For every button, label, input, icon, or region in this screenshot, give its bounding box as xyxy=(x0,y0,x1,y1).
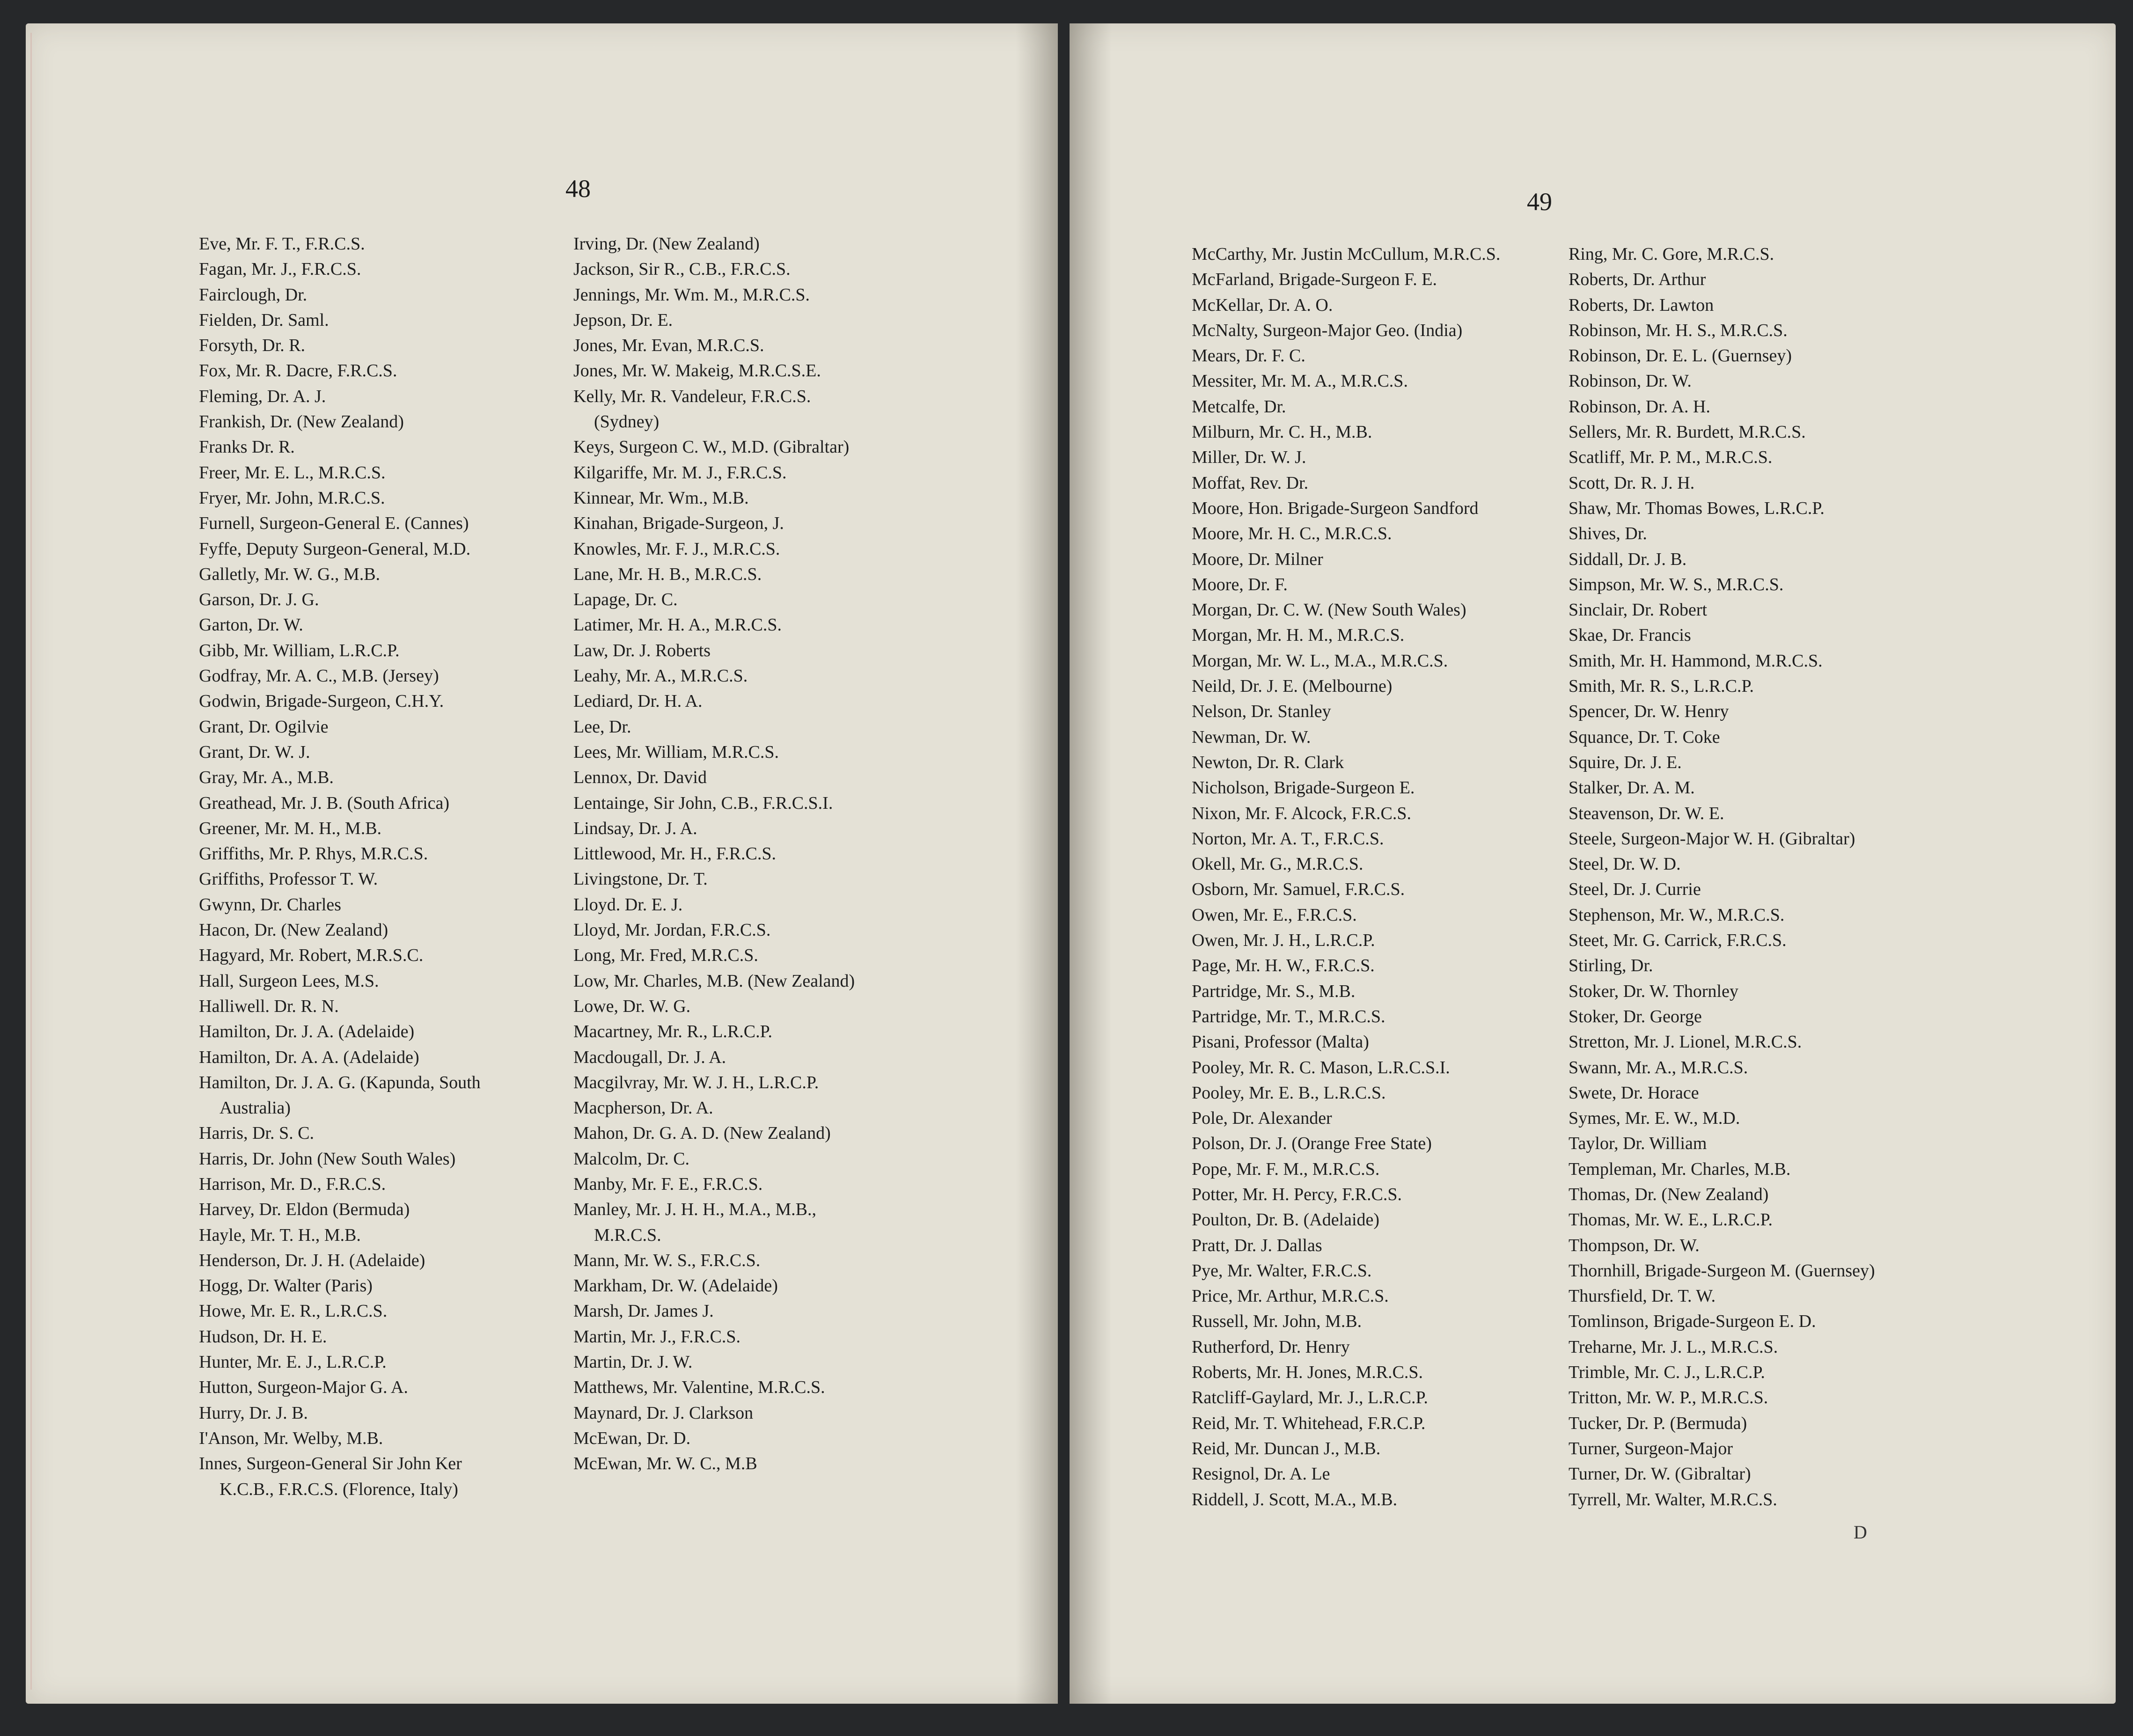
list-item: Macgilvray, Mr. W. J. H., L.R.C.P. xyxy=(573,1072,819,1092)
list-item: Moore, Hon. Brigade-Surgeon Sandford xyxy=(1192,498,1479,518)
list-item: Steavenson, Dr. W. E. xyxy=(1569,803,1724,823)
list-item-continuation: M.R.C.S. xyxy=(594,1225,661,1245)
list-item: Miller, Dr. W. J. xyxy=(1192,447,1306,468)
list-item: Skae, Dr. Francis xyxy=(1569,625,1691,645)
list-item: Mahon, Dr. G. A. D. (New Zealand) xyxy=(573,1123,831,1143)
list-item: Reid, Mr. Duncan J., M.B. xyxy=(1192,1438,1381,1458)
list-item: Galletly, Mr. W. G., M.B. xyxy=(199,564,381,584)
list-item: Morgan, Mr. W. L., M.A., M.R.C.S. xyxy=(1192,651,1448,671)
list-item: Fleming, Dr. A. J. xyxy=(199,386,326,406)
list-item: Steet, Mr. G. Carrick, F.R.C.S. xyxy=(1569,930,1787,951)
list-item: Harvey, Dr. Eldon (Bermuda) xyxy=(199,1200,410,1220)
list-item-continuation: K.C.B., F.R.C.S. (Florence, Italy) xyxy=(220,1479,458,1499)
list-item: Griffiths, Professor T. W. xyxy=(199,869,378,889)
list-item: Robinson, Mr. H. S., M.R.C.S. xyxy=(1569,320,1788,340)
list-item: Lowe, Dr. W. G. xyxy=(573,996,691,1016)
list-item: Kilgariffe, Mr. M. J., F.R.C.S. xyxy=(573,462,787,483)
list-item: Low, Mr. Charles, M.B. (New Zealand) xyxy=(573,971,855,991)
list-item: Leahy, Mr. A., M.R.C.S. xyxy=(573,666,748,686)
list-item: Rutherford, Dr. Henry xyxy=(1192,1337,1350,1357)
list-item: Latimer, Mr. H. A., M.R.C.S. xyxy=(573,615,782,635)
list-item: Turner, Dr. W. (Gibraltar) xyxy=(1569,1464,1751,1484)
list-item: Poulton, Dr. B. (Adelaide) xyxy=(1192,1210,1380,1230)
list-item: Grant, Dr. W. J. xyxy=(199,742,310,762)
list-item: Polson, Dr. J. (Orange Free State) xyxy=(1192,1134,1432,1154)
list-item: Riddell, J. Scott, M.A., M.B. xyxy=(1192,1489,1398,1509)
page-number: 48 xyxy=(565,175,591,203)
list-item: Metcalfe, Dr. xyxy=(1192,396,1286,417)
list-item: Ratcliff-Gaylard, Mr. J., L.R.C.P. xyxy=(1192,1388,1428,1408)
list-item: Henderson, Dr. J. H. (Adelaide) xyxy=(199,1250,425,1270)
list-item: Frankish, Dr. (New Zealand) xyxy=(199,412,404,432)
list-item-continuation: Australia) xyxy=(220,1098,291,1118)
list-item: Greener, Mr. M. H., M.B. xyxy=(199,818,382,838)
list-item: Fairclough, Dr. xyxy=(199,285,308,305)
list-item: Macpherson, Dr. A. xyxy=(573,1098,713,1118)
list-item: Hogg, Dr. Walter (Paris) xyxy=(199,1276,373,1296)
list-item: Lennox, Dr. David xyxy=(573,768,707,788)
list-item: Steel, Dr. W. D. xyxy=(1569,854,1681,874)
list-item: Eve, Mr. F. T., F.R.C.S. xyxy=(199,234,365,254)
list-item: Squire, Dr. J. E. xyxy=(1569,752,1682,772)
list-item: Owen, Mr. J. H., L.R.C.P. xyxy=(1192,930,1375,951)
list-item: Osborn, Mr. Samuel, F.R.C.S. xyxy=(1192,879,1405,900)
list-item: Nicholson, Brigade-Surgeon E. xyxy=(1192,778,1415,798)
list-item: McKellar, Dr. A. O. xyxy=(1192,295,1333,315)
list-item: Neild, Dr. J. E. (Melbourne) xyxy=(1192,676,1393,696)
list-item: Thompson, Dr. W. xyxy=(1569,1235,1700,1255)
list-item: Malcolm, Dr. C. xyxy=(573,1149,690,1169)
list-item: Howe, Mr. E. R., L.R.C.S. xyxy=(199,1301,388,1321)
list-item: Spencer, Dr. W. Henry xyxy=(1569,702,1729,722)
list-item: Keys, Surgeon C. W., M.D. (Gibraltar) xyxy=(573,437,850,457)
list-item: Fielden, Dr. Saml. xyxy=(199,310,329,330)
list-item: Harris, Dr. S. C. xyxy=(199,1123,314,1143)
list-item: Stirling, Dr. xyxy=(1569,956,1653,976)
list-item: Hutton, Surgeon-Major G. A. xyxy=(199,1377,408,1398)
list-item: Fagan, Mr. J., F.R.C.S. xyxy=(199,259,361,279)
list-item: Thursfield, Dr. T. W. xyxy=(1569,1286,1716,1306)
gutter-shadow xyxy=(1016,23,1058,1704)
list-item: Godwin, Brigade-Surgeon, C.H.Y. xyxy=(199,691,444,711)
list-item: Newman, Dr. W. xyxy=(1192,727,1311,747)
list-item: Norton, Mr. A. T., F.R.C.S. xyxy=(1192,828,1384,849)
list-item: Kinnear, Mr. Wm., M.B. xyxy=(573,488,749,508)
list-item: Tucker, Dr. P. (Bermuda) xyxy=(1569,1413,1747,1433)
list-item: Littlewood, Mr. H., F.R.C.S. xyxy=(573,844,776,864)
list-item: Grant, Dr. Ogilvie xyxy=(199,717,329,737)
list-item: Pooley, Mr. R. C. Mason, L.R.C.S.I. xyxy=(1192,1057,1450,1077)
list-item: Thornhill, Brigade-Surgeon M. (Guernsey) xyxy=(1569,1260,1875,1281)
list-item: Lane, Mr. H. B., M.R.C.S. xyxy=(573,564,762,584)
list-item: Harris, Dr. John (New South Wales) xyxy=(199,1149,456,1169)
list-item: Lloyd, Mr. Jordan, F.R.C.S. xyxy=(573,920,771,940)
list-item: Furnell, Surgeon-General E. (Cannes) xyxy=(199,513,469,534)
list-item: Lloyd. Dr. E. J. xyxy=(573,894,683,915)
list-item: Nelson, Dr. Stanley xyxy=(1192,702,1331,722)
list-item: Franks Dr. R. xyxy=(199,437,295,457)
list-item: Lees, Mr. William, M.R.C.S. xyxy=(573,742,779,762)
list-item: Maynard, Dr. J. Clarkson xyxy=(573,1403,754,1423)
list-item: Hamilton, Dr. J. A. G. (Kapunda, South xyxy=(199,1072,481,1092)
list-item: Hudson, Dr. H. E. xyxy=(199,1326,327,1347)
list-item: Tomlinson, Brigade-Surgeon E. D. xyxy=(1569,1311,1816,1332)
list-item: Partridge, Mr. T., M.R.C.S. xyxy=(1192,1006,1385,1026)
list-item-continuation: (Sydney) xyxy=(594,412,660,432)
list-item: Thomas, Dr. (New Zealand) xyxy=(1569,1184,1769,1204)
list-item: Gwynn, Dr. Charles xyxy=(199,894,341,915)
list-item: Law, Dr. J. Roberts xyxy=(573,640,711,660)
name-list-column xyxy=(573,231,855,1477)
list-item: Halliwell. Dr. R. N. xyxy=(199,996,339,1016)
list-item: Martin, Mr. J., F.R.C.S. xyxy=(573,1326,740,1347)
list-item: Thomas, Mr. W. E., L.R.C.P. xyxy=(1569,1210,1773,1230)
list-item: Fyffe, Deputy Surgeon-General, M.D. xyxy=(199,539,471,559)
list-item: Steel, Dr. J. Currie xyxy=(1569,879,1701,900)
list-item: Okell, Mr. G., M.R.C.S. xyxy=(1192,854,1363,874)
list-item: Tritton, Mr. W. P., M.R.C.S. xyxy=(1569,1388,1768,1408)
list-item: Gibb, Mr. William, L.R.C.P. xyxy=(199,640,400,660)
list-item: Hagyard, Mr. Robert, M.R.S.C. xyxy=(199,945,424,966)
list-item: Robinson, Dr. A. H. xyxy=(1569,396,1710,417)
list-item: Steele, Surgeon-Major W. H. (Gibraltar) xyxy=(1569,828,1855,849)
list-item: Smith, Mr. R. S., L.R.C.P. xyxy=(1569,676,1754,696)
list-item: Templeman, Mr. Charles, M.B. xyxy=(1569,1159,1791,1179)
list-item: Mears, Dr. F. C. xyxy=(1192,346,1305,366)
list-item: Pye, Mr. Walter, F.R.C.S. xyxy=(1192,1260,1372,1281)
list-item: Pooley, Mr. E. B., L.R.C.S. xyxy=(1192,1083,1386,1103)
list-item: Hamilton, Dr. A. A. (Adelaide) xyxy=(199,1047,419,1067)
list-item: Messiter, Mr. M. A., M.R.C.S. xyxy=(1192,371,1408,391)
list-item: Resignol, Dr. A. Le xyxy=(1192,1464,1330,1484)
list-item: Stoker, Dr. George xyxy=(1569,1006,1702,1026)
list-item: Roberts, Mr. H. Jones, M.R.C.S. xyxy=(1192,1362,1423,1383)
list-item: Manby, Mr. F. E., F.R.C.S. xyxy=(573,1174,763,1194)
list-item: Stephenson, Mr. W., M.R.C.S. xyxy=(1569,905,1785,925)
list-item: Livingstone, Dr. T. xyxy=(573,869,708,889)
name-list-column xyxy=(1192,242,1500,1512)
page-number: 49 xyxy=(1527,188,1552,216)
list-item: Hunter, Mr. E. J., L.R.C.P. xyxy=(199,1352,387,1372)
list-item: Swete, Dr. Horace xyxy=(1569,1083,1699,1103)
list-item: Kinahan, Brigade-Surgeon, J. xyxy=(573,513,784,534)
list-item: Shaw, Mr. Thomas Bowes, L.R.C.P. xyxy=(1569,498,1825,518)
list-item: Newton, Dr. R. Clark xyxy=(1192,752,1344,772)
list-item: Jackson, Sir R., C.B., F.R.C.S. xyxy=(573,259,791,279)
list-item: Greathead, Mr. J. B. (South Africa) xyxy=(199,793,450,813)
list-item: Siddall, Dr. J. B. xyxy=(1569,549,1687,569)
list-item: Symes, Mr. E. W., M.D. xyxy=(1569,1108,1740,1128)
list-item: Reid, Mr. T. Whitehead, F.R.C.P. xyxy=(1192,1413,1426,1433)
list-item: Fryer, Mr. John, M.R.C.S. xyxy=(199,488,385,508)
list-item: Scatliff, Mr. P. M., M.R.C.S. xyxy=(1569,447,1773,468)
list-item: Roberts, Dr. Lawton xyxy=(1569,295,1714,315)
list-item: Trimble, Mr. C. J., L.R.C.P. xyxy=(1569,1362,1765,1383)
list-item: Hall, Surgeon Lees, M.S. xyxy=(199,971,379,991)
left-page xyxy=(26,23,1058,1704)
list-item: Stalker, Dr. A. M. xyxy=(1569,778,1695,798)
list-item: Smith, Mr. H. Hammond, M.R.C.S. xyxy=(1569,651,1823,671)
list-item: Lediard, Dr. H. A. xyxy=(573,691,703,711)
list-item: Jones, Mr. W. Makeig, M.R.C.S.E. xyxy=(573,361,821,381)
list-item: Moffat, Rev. Dr. xyxy=(1192,473,1309,493)
list-item: McCarthy, Mr. Justin McCullum, M.R.C.S. xyxy=(1192,244,1501,264)
list-item: Markham, Dr. W. (Adelaide) xyxy=(573,1276,778,1296)
list-item: Kelly, Mr. R. Vandeleur, F.R.C.S. xyxy=(573,386,811,406)
list-item: Mann, Mr. W. S., F.R.C.S. xyxy=(573,1250,761,1270)
list-item: Marsh, Dr. James J. xyxy=(573,1301,714,1321)
list-item: Pisani, Professor (Malta) xyxy=(1192,1032,1369,1052)
list-item: Squance, Dr. T. Coke xyxy=(1569,727,1720,747)
list-item: Hamilton, Dr. J. A. (Adelaide) xyxy=(199,1022,415,1042)
list-item: Moore, Dr. F. xyxy=(1192,574,1288,594)
list-item: Potter, Mr. H. Percy, F.R.C.S. xyxy=(1192,1184,1402,1204)
list-item: Jennings, Mr. Wm. M., M.R.C.S. xyxy=(573,285,810,305)
list-item: McEwan, Dr. D. xyxy=(573,1428,691,1448)
list-item: Freer, Mr. E. L., M.R.C.S. xyxy=(199,462,386,483)
list-item: Gray, Mr. A., M.B. xyxy=(199,768,334,788)
list-item: Treharne, Mr. J. L., M.R.C.S. xyxy=(1569,1337,1778,1357)
list-item: Moore, Mr. H. C., M.R.C.S. xyxy=(1192,524,1392,544)
list-item: Pole, Dr. Alexander xyxy=(1192,1108,1332,1128)
list-item: Manley, Mr. J. H. H., M.A., M.B., xyxy=(573,1200,816,1220)
list-item: Robinson, Dr. E. L. (Guernsey) xyxy=(1569,346,1792,366)
list-item: McEwan, Mr. W. C., M.B xyxy=(573,1454,757,1474)
page-edge-line xyxy=(30,33,32,1690)
list-item: Price, Mr. Arthur, M.R.C.S. xyxy=(1192,1286,1389,1306)
list-item: McNalty, Surgeon-Major Geo. (India) xyxy=(1192,320,1463,340)
list-item: Godfray, Mr. A. C., M.B. (Jersey) xyxy=(199,666,439,686)
list-item: Knowles, Mr. F. J., M.R.C.S. xyxy=(573,539,780,559)
list-item: Griffiths, Mr. P. Rhys, M.R.C.S. xyxy=(199,844,428,864)
list-item: Morgan, Mr. H. M., M.R.C.S. xyxy=(1192,625,1405,645)
list-item: Innes, Surgeon-General Sir John Ker xyxy=(199,1454,462,1474)
list-item: Martin, Dr. J. W. xyxy=(573,1352,693,1372)
list-item: Owen, Mr. E., F.R.C.S. xyxy=(1192,905,1357,925)
list-item: Turner, Surgeon-Major xyxy=(1569,1438,1733,1458)
list-item: Jepson, Dr. E. xyxy=(573,310,673,330)
list-item: Fox, Mr. R. Dacre, F.R.C.S. xyxy=(199,361,397,381)
list-item: Page, Mr. H. W., F.R.C.S. xyxy=(1192,956,1375,976)
name-list-column xyxy=(1569,242,1875,1512)
list-item: Jones, Mr. Evan, M.R.C.S. xyxy=(573,336,764,356)
list-item: Hayle, Mr. T. H., M.B. xyxy=(199,1225,361,1245)
list-item: Russell, Mr. John, M.B. xyxy=(1192,1311,1362,1332)
list-item: Morgan, Dr. C. W. (New South Wales) xyxy=(1192,600,1466,620)
list-item: Pratt, Dr. J. Dallas xyxy=(1192,1235,1322,1255)
list-item: Hurry, Dr. J. B. xyxy=(199,1403,308,1423)
list-item: Lentainge, Sir John, C.B., F.R.C.S.I. xyxy=(573,793,833,813)
list-item: I'Anson, Mr. Welby, M.B. xyxy=(199,1428,383,1448)
list-item: Hacon, Dr. (New Zealand) xyxy=(199,920,388,940)
list-item: Shives, Dr. xyxy=(1569,524,1647,544)
list-item: Lindsay, Dr. J. A. xyxy=(573,818,697,838)
list-item: Swann, Mr. A., M.R.C.S. xyxy=(1569,1057,1748,1077)
list-item: Macdougall, Dr. J. A. xyxy=(573,1047,726,1067)
list-item: Matthews, Mr. Valentine, M.R.C.S. xyxy=(573,1377,825,1398)
list-item: Stoker, Dr. W. Thornley xyxy=(1569,981,1738,1001)
list-item: Lee, Dr. xyxy=(573,717,631,737)
name-list-column xyxy=(199,231,481,1502)
list-item: Pope, Mr. F. M., M.R.C.S. xyxy=(1192,1159,1380,1179)
right-page xyxy=(1070,23,2116,1704)
list-item: Roberts, Dr. Arthur xyxy=(1569,270,1706,290)
list-item: Simpson, Mr. W. S., M.R.C.S. xyxy=(1569,574,1784,594)
list-item: Macartney, Mr. R., L.R.C.P. xyxy=(573,1022,773,1042)
list-item: Garson, Dr. J. G. xyxy=(199,590,319,610)
list-item: Long, Mr. Fred, M.R.C.S. xyxy=(573,945,758,966)
list-item: Robinson, Dr. W. xyxy=(1569,371,1692,391)
list-item: Ring, Mr. C. Gore, M.R.C.S. xyxy=(1569,244,1774,264)
list-item: McFarland, Brigade-Surgeon F. E. xyxy=(1192,270,1437,290)
list-item: Forsyth, Dr. R. xyxy=(199,336,305,356)
list-item: Stretton, Mr. J. Lionel, M.R.C.S. xyxy=(1569,1032,1802,1052)
list-item: Moore, Dr. Milner xyxy=(1192,549,1323,569)
list-item: Irving, Dr. (New Zealand) xyxy=(573,234,760,254)
list-item: Partridge, Mr. S., M.B. xyxy=(1192,981,1356,1001)
list-item: Tyrrell, Mr. Walter, M.R.C.S. xyxy=(1569,1489,1777,1509)
list-item: Sinclair, Dr. Robert xyxy=(1569,600,1708,620)
list-item: Harrison, Mr. D., F.R.C.S. xyxy=(199,1174,386,1194)
list-item: Lapage, Dr. C. xyxy=(573,590,678,610)
list-item: Sellers, Mr. R. Burdett, M.R.C.S. xyxy=(1569,422,1806,442)
list-item: Taylor, Dr. William xyxy=(1569,1134,1707,1154)
list-item: Garton, Dr. W. xyxy=(199,615,303,635)
signature-mark: D xyxy=(1854,1522,1867,1543)
gutter-shadow xyxy=(1070,23,1112,1704)
list-item: Nixon, Mr. F. Alcock, F.R.C.S. xyxy=(1192,803,1411,823)
list-item: Milburn, Mr. C. H., M.B. xyxy=(1192,422,1372,442)
list-item: Scott, Dr. R. J. H. xyxy=(1569,473,1695,493)
